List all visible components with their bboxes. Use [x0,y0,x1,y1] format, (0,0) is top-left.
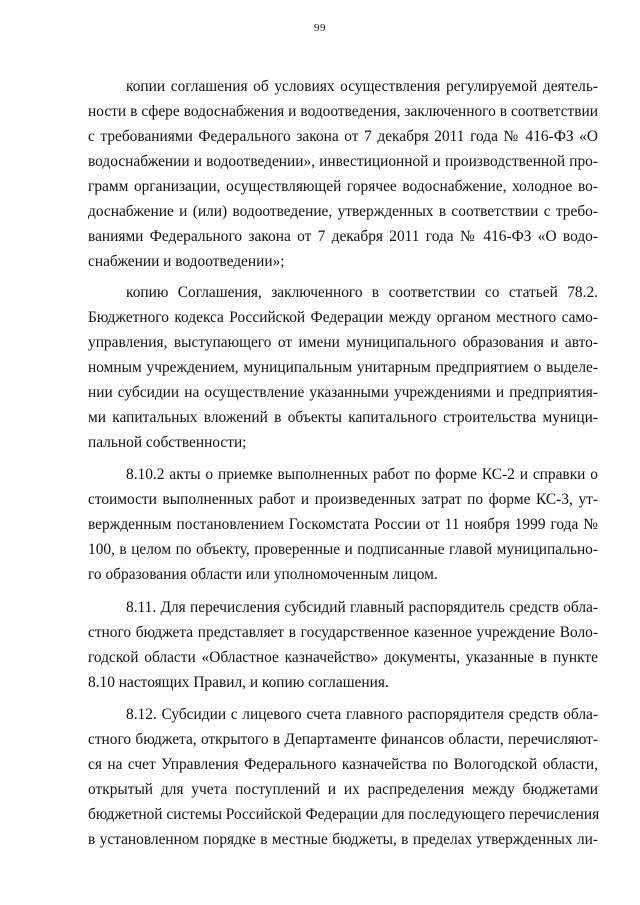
text-line: 8.10 настоящих Правил, и копию соглашения. [88,674,389,691]
page-number: 99 [314,22,326,34]
paragraph-item-8-10-2 [88,462,598,587]
text-line: бюджетной системы Российской Федерации для последующего перечисления [88,806,600,823]
text-line: номным учреждением, муниципальным унитарным предприятием о выделе- [88,359,598,376]
text-line: стного бюджета, открытого в Департаменте финансов области, перечисляют- [88,731,598,748]
text-line: го образования области или уполномоченным лицом. [88,566,438,583]
text-line: 100, в целом по объекту, проверенные и подписанные главой муниципально- [88,541,598,558]
text-line: ваниями Федерального закона от 7 декабря 2011 года № 416-ФЗ «О водо- [88,228,598,245]
text-line: снабжении и водоотведении»; [88,253,285,270]
text-line: в установленном порядке в местные бюджеты, в пределах утвержденных ли- [88,831,598,848]
text-line: открытый для учета поступлений и их распределения между бюджетами [88,781,598,798]
text-line: доснабжение и (или) водоотведение, утвержденных в соответствии с требо- [88,203,598,220]
text-line: водоснабжении и водоотведении», инвестиционной и производственной про- [88,153,598,170]
text-line: Бюджетного кодекса Российской Федерации между органом местного само- [88,309,598,326]
text-line: нии субсидии на осуществление указанными учреждениями и предприятия- [88,384,598,401]
text-line: стного бюджета представляет в государственное казенное учреждение Воло- [88,624,598,641]
text-line: ся на счет Управления Федерального казначейства по Вологодской области, [88,756,598,773]
paragraph-copy-agreement-782 [88,280,598,455]
text-line: с требованиями Федерального закона от 7 декабря 2011 года № 416-ФЗ «О [88,128,598,145]
text-line: копии соглашения об условиях осуществления регулируемой деятель- [126,78,598,95]
text-line: вержденным постановлением Госкомстата России от 11 ноября 1999 года № [88,516,598,533]
paragraph-copy-agreement-water [88,74,598,274]
text-line: 8.11. Для перечисления субсидий главный распорядитель средств обла- [126,599,598,616]
paragraph-item-8-11 [88,595,598,695]
text-line: 8.12. Субсидии с лицевого счета главного распорядителя средств обла- [126,706,598,723]
text-line: пальной собственности; [88,434,247,451]
text-line: грамм организации, осуществляющей горячее водоснабжение, холодное во- [88,178,598,195]
text-line: годской области «Областное казначейство» документы, указанные в пункте [88,649,598,666]
paragraph-item-8-12 [88,702,598,852]
text-line: ности в сфере водоснабжения и водоотведения, заключенного в соответствии [88,103,598,120]
text-line: управления, выступающего от имени муниципального образования и авто- [88,334,598,351]
text-line: стоимости выполненных работ и произведенных затрат по форме КС-3, ут- [88,491,598,508]
text-line: копию Соглашения, заключенного в соответствии со статьей 78.2. [126,284,598,301]
text-line: ми капитальных вложений в объекты капитального строительства муници- [88,409,598,426]
text-line: 8.10.2 акты о приемке выполненных работ по форме КС-2 и справки о [126,466,598,483]
